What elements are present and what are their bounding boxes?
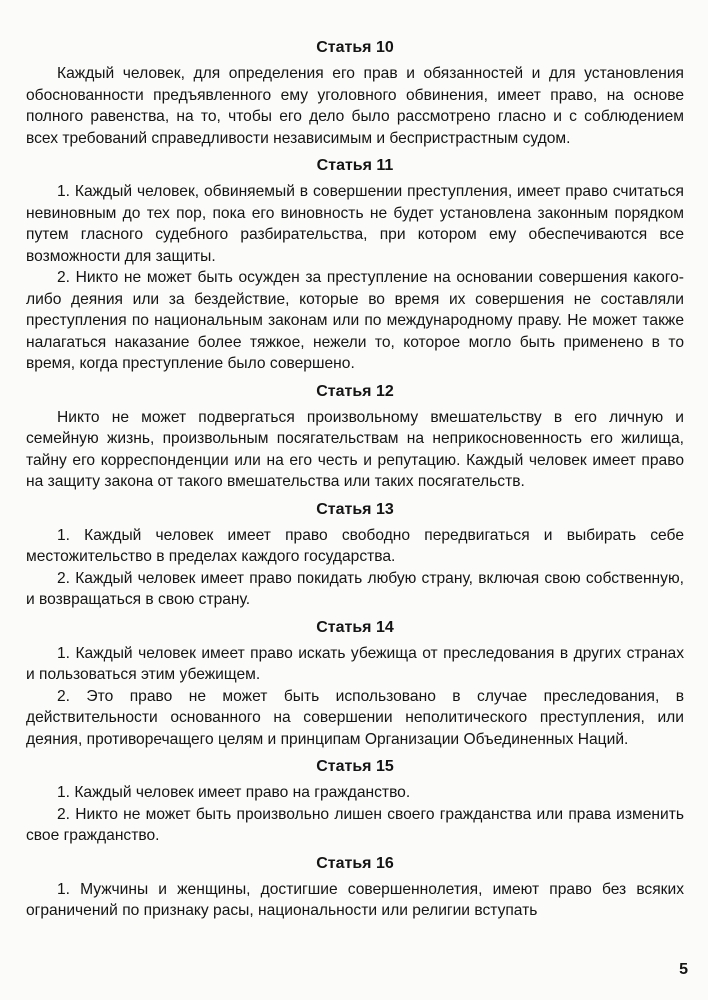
article-paragraph: 2. Каждый человек имеет право покидать любую страну, включая свою собственную, и возвращаться в свою страну.	[26, 569, 684, 608]
article-11	[26, 155, 684, 375]
article-paragraph: 2. Никто не может быть осужден за преступление на основании совершения какого-либо деяния или за бездействие, которые во время их совершения не составляли преступления по национальным законам или по международному праву. Не может также налагаться наказание более тяжкое, нежели то, которое могло быть применено в то время, когда преступление было совершено.	[26, 269, 684, 372]
article-13	[26, 499, 684, 611]
article-paragraph: 2. Никто не может быть произвольно лишен своего гражданства или права изменить свое гражданство.	[26, 805, 684, 844]
article-16	[26, 853, 684, 922]
page-number: 5	[679, 961, 688, 978]
article-paragraph: 1. Каждый человек имеет право свободно передвигаться и выбирать себе местожительство в пределах каждого государства.	[26, 526, 684, 565]
article-paragraph: Никто не может подвергаться произвольному вмешательству в его личную и семейную жизнь, произвольным посягательствам на неприкосновенность его жилища, тайну его корреспонденции или на его честь и репутацию. Каждый человек имеет право на защиту закона от такого вмешательства или таких посягательств.	[26, 408, 684, 490]
article-14	[26, 617, 684, 751]
article-paragraph: 2. Это право не может быть использовано в случае преследования, в действительности основанного на совершении неполитического преступления, или деяния, противоречащего целям и принципам Организации Объединенных Наций.	[26, 687, 684, 748]
article-heading: Статья 10	[316, 39, 394, 56]
article-paragraph: Каждый человек, для определения его прав и обязанностей и для установления обоснованности предъявленного ему уголовного обвинения, имеет право, на основе полного равенства, на то, чтобы его дело было рассмотрено гласно и с соблюдением всех требований справедливости независимым и беспристрастным судом.	[26, 65, 684, 147]
article-paragraph: 1. Мужчины и женщины, достигшие совершеннолетия, имеют право без всяких ограничений по признаку расы, национальности или религии вступать	[26, 880, 684, 919]
article-heading: Статья 15	[316, 758, 394, 775]
article-heading: Статья 13	[316, 500, 394, 518]
article-heading: Статья 12	[316, 382, 394, 400]
article-10	[26, 37, 684, 149]
article-12	[26, 381, 684, 493]
article-heading: Статья 11	[316, 157, 394, 174]
article-heading: Статья 14	[316, 618, 394, 636]
article-paragraph: 1. Каждый человек имеет право на гражданство.	[57, 784, 411, 801]
article-paragraph: 1. Каждый человек, обвиняемый в совершении преступления, имеет право считаться невиновным до тех пор, пока его виновность не будет установлена законным порядком путем гласного судебного разбирательства, при котором ему обеспечиваются все возможности для защиты.	[26, 183, 684, 265]
article-15	[26, 756, 684, 847]
article-heading: Статья 16	[316, 854, 394, 872]
article-paragraph: 1. Каждый человек имеет право искать убежища от преследования в других странах и пользоваться этим убежищем.	[26, 644, 684, 683]
